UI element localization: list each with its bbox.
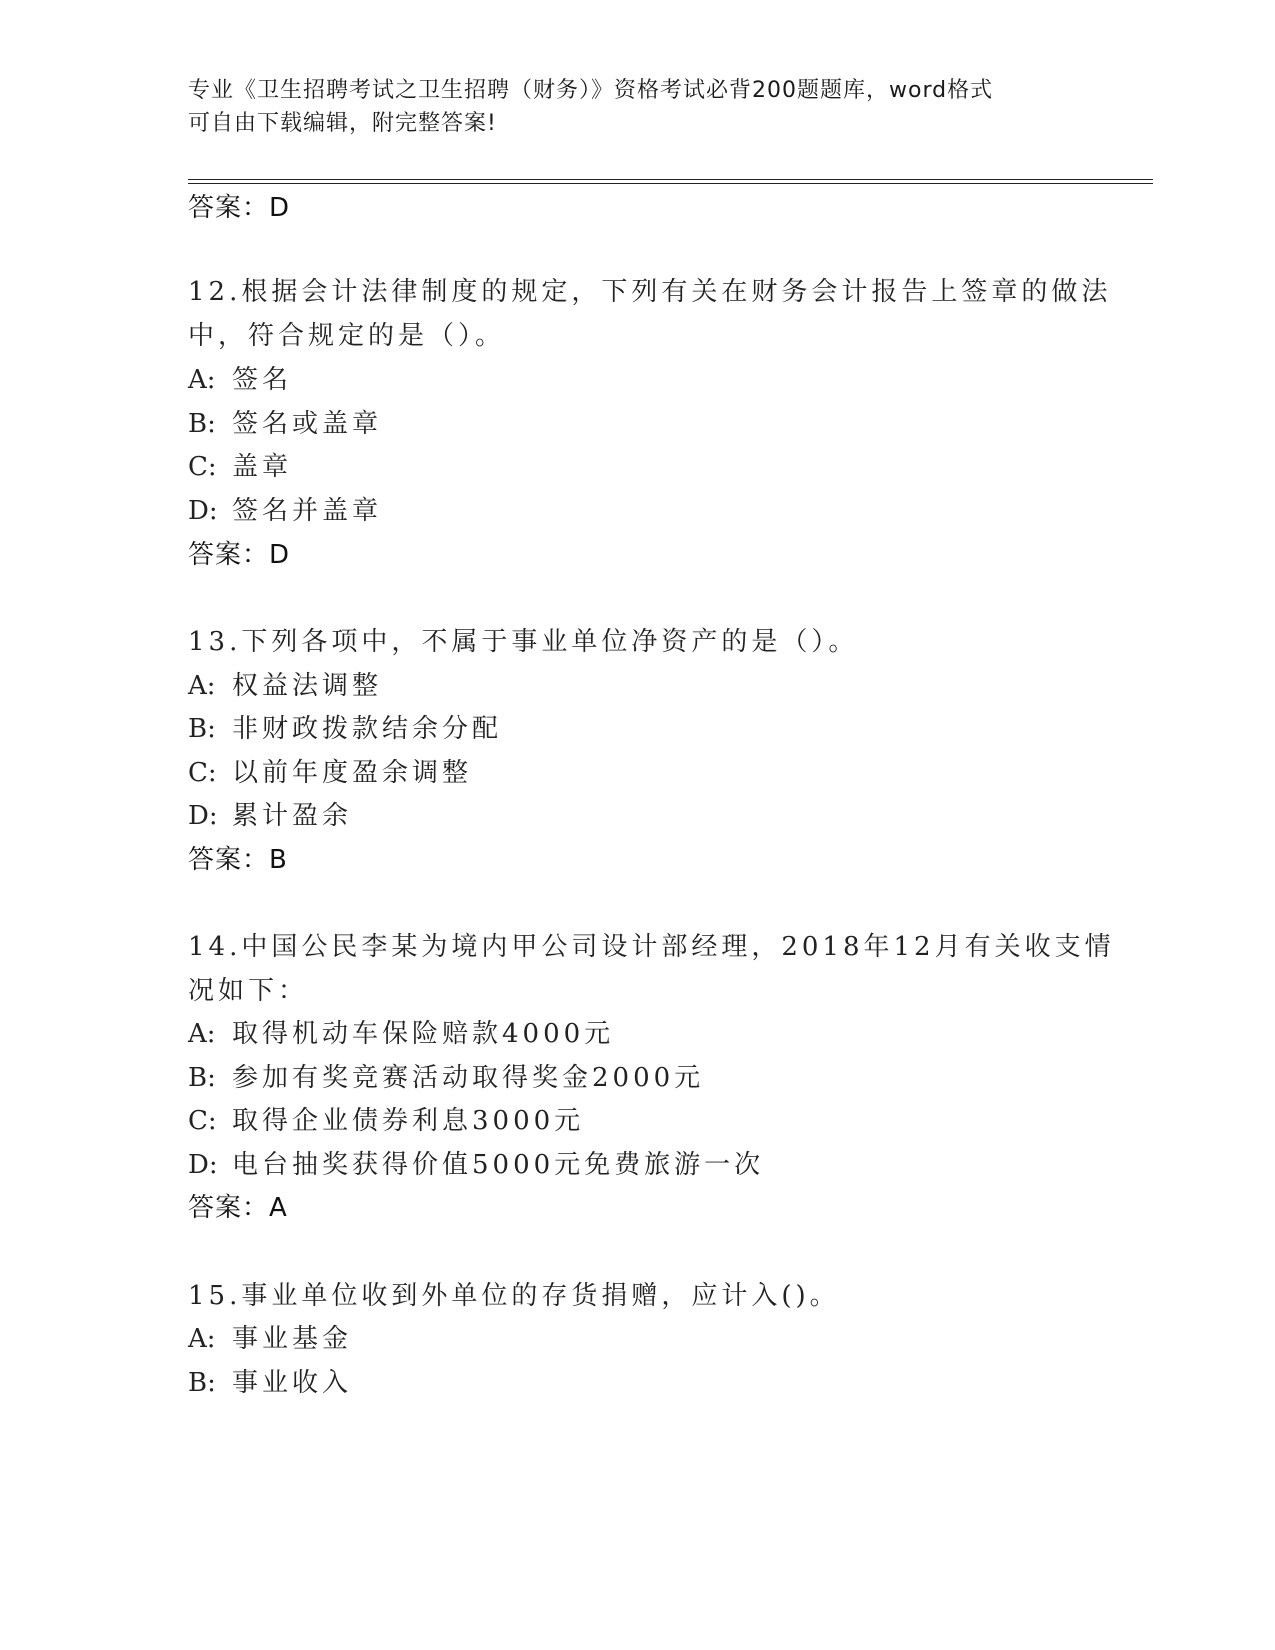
document-header bbox=[188, 74, 1068, 140]
question-13-option-d bbox=[188, 801, 352, 831]
option-letter: B: bbox=[188, 409, 216, 439]
header-divider-bottom bbox=[188, 183, 1153, 184]
header-divider-top bbox=[188, 179, 1153, 180]
option-text: 电台抽奖获得价值5000元免费旅游一次 bbox=[232, 1150, 765, 1180]
option-letter: A: bbox=[188, 1324, 216, 1354]
question-13-text-line-1: 13.下列各项中，不属于事业单位净资产的是（）。 bbox=[188, 627, 859, 657]
question-13-option-b bbox=[188, 714, 502, 744]
option-letter: D: bbox=[188, 496, 218, 526]
question-12-option-c bbox=[188, 452, 292, 482]
question-14-answer: 答案：A bbox=[188, 1193, 288, 1223]
option-letter: D: bbox=[188, 801, 218, 831]
question-12-text-line-1: 12.根据会计法律制度的规定，下列有关在财务会计报告上签章的做法 bbox=[188, 277, 1112, 307]
option-letter: A: bbox=[188, 365, 216, 395]
option-text: 事业收入 bbox=[232, 1368, 353, 1398]
option-letter: A: bbox=[188, 671, 216, 701]
question-13-option-c bbox=[188, 758, 472, 788]
question-12-option-b bbox=[188, 409, 382, 439]
option-text: 盖章 bbox=[232, 452, 293, 482]
question-12-text-line-2: 中，符合规定的是（）。 bbox=[188, 321, 506, 351]
option-letter: B: bbox=[188, 714, 216, 744]
header-title-line-1: 专业《卫生招聘考试之卫生招聘（财务）》资格考试必背200题题库，word格式 bbox=[188, 78, 994, 103]
question-12-option-d bbox=[188, 496, 382, 526]
question-15-text-line-1: 15.事业单位收到外单位的存货捐赠，应计入()。 bbox=[188, 1281, 840, 1311]
option-text: 取得机动车保险赔款4000元 bbox=[232, 1019, 615, 1049]
option-text: 非财政拨款结余分配 bbox=[232, 714, 503, 744]
option-text: 参加有奖竞赛活动取得奖金2000元 bbox=[232, 1063, 705, 1093]
option-letter: B: bbox=[188, 1368, 216, 1398]
option-letter: C: bbox=[188, 758, 217, 788]
option-text: 取得企业债券利息3000元 bbox=[232, 1106, 585, 1136]
question-13-answer: 答案：B bbox=[188, 845, 288, 875]
option-letter: A: bbox=[188, 1019, 216, 1049]
option-letter: C: bbox=[188, 1106, 217, 1136]
option-text: 签名 bbox=[232, 365, 293, 395]
question-12-answer: 答案：D bbox=[188, 540, 291, 570]
previous-answer: 答案：D bbox=[188, 193, 291, 223]
header-title-line-2: 可自由下载编辑，附完整答案! bbox=[188, 111, 497, 136]
option-text: 累计盈余 bbox=[232, 801, 353, 831]
question-12-option-a bbox=[188, 365, 292, 395]
question-14-option-b bbox=[188, 1063, 704, 1093]
question-13-option-a bbox=[188, 671, 382, 701]
option-text: 签名或盖章 bbox=[232, 409, 383, 439]
question-14-text-line-1: 14.中国公民李某为境内甲公司设计部经理，2018年12月有关收支情 bbox=[188, 932, 1115, 962]
question-14-option-d bbox=[188, 1150, 764, 1180]
option-text: 权益法调整 bbox=[232, 671, 383, 701]
question-14-option-a bbox=[188, 1019, 614, 1049]
option-text: 以前年度盈余调整 bbox=[232, 758, 473, 788]
question-15-option-b bbox=[188, 1368, 352, 1398]
option-letter: D: bbox=[188, 1150, 218, 1180]
option-letter: B: bbox=[188, 1063, 216, 1093]
option-text: 签名并盖章 bbox=[232, 496, 383, 526]
question-14-option-c bbox=[188, 1106, 584, 1136]
option-text: 事业基金 bbox=[232, 1324, 353, 1354]
question-14-text-line-2: 况如下： bbox=[188, 976, 309, 1006]
option-letter: C: bbox=[188, 452, 217, 482]
question-15-option-a bbox=[188, 1324, 352, 1354]
